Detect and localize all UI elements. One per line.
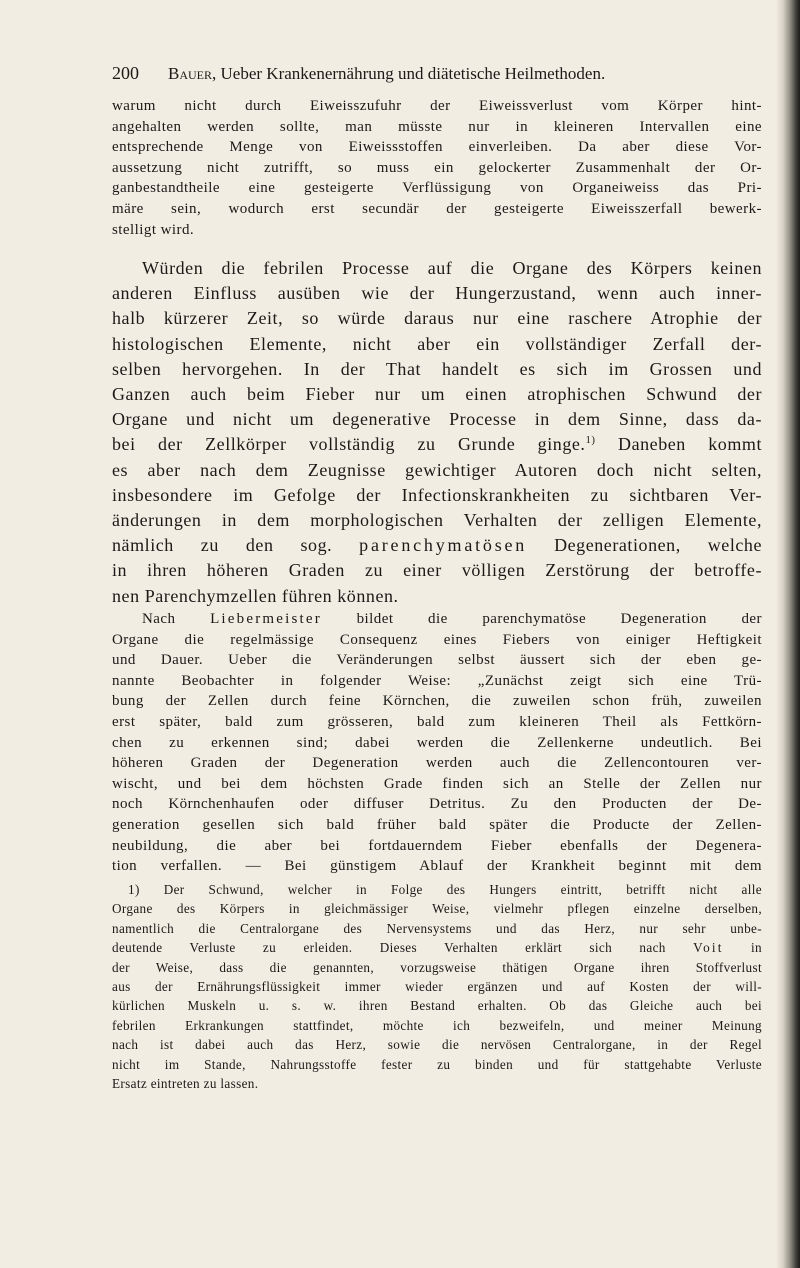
text-line: änderungen in dem morphologischen Verhalten der zelligen Elemente, bbox=[112, 510, 762, 531]
text-line: noch Körnchenhaufen oder diffuser Detritus. Zu den Producten der De- bbox=[112, 796, 762, 813]
text-line: selben hervorgehen. In der That handelt es sich im Grossen und bbox=[112, 358, 762, 379]
text-line: entsprechende Menge von Eiweissstoffen einverleiben. Da aber diese Vor- bbox=[112, 139, 762, 156]
text-line bbox=[112, 609, 762, 630]
running-head-author: Bauer bbox=[168, 64, 213, 83]
text-line: warum nicht durch Eiweisszufuhr der Eiweissverlust vom Körper hint- bbox=[112, 98, 762, 114]
text-line: tion verfallen. — Bei günstigem Ablauf der Krankheit beginnt mit dem bbox=[112, 858, 762, 875]
text-line: bung der Zellen durch feine Körnchen, die zuweilen schon früh, zuweilen bbox=[112, 693, 762, 710]
text-line: halb kürzerer Zeit, so würde daraus nur eine raschere Atrophie der bbox=[112, 308, 762, 329]
text-line: anderen Einfluss ausüben wie der Hungerzustand, wenn auch inner- bbox=[112, 283, 762, 304]
text-fragment: Daneben kommt bbox=[595, 434, 763, 455]
text-fragment: bildet die parenchymatöse Degeneration der bbox=[321, 611, 762, 627]
text-line: histologischen Elemente, nicht aber ein vollständiger Zerfall der- bbox=[112, 333, 762, 354]
author-name: Voit bbox=[693, 940, 724, 956]
text-fragment: nämlich zu den sog. bbox=[112, 535, 360, 556]
text-fragment: Nach bbox=[142, 611, 211, 627]
text-fragment: deutende Verluste zu erleiden. Dieses Verhalten erklärt sich nach bbox=[112, 940, 694, 956]
footnote-line: 1) Der Schwund, welcher in Folge des Hungers eintritt, betrifft nicht alle bbox=[128, 882, 762, 897]
text-line: in ihren höheren Graden zu einer völligen Zerstörung der betroffe- bbox=[112, 560, 762, 581]
footnote bbox=[112, 880, 762, 1093]
footnote-line: aus der Ernährungsflüssigkeit immer wieder ergänzen und auf Kosten der will- bbox=[112, 979, 762, 995]
text-line: aussetzung nicht zutrifft, so muss ein gelockerter Zusammenhalt der Or- bbox=[112, 159, 762, 176]
text-fragment: in bbox=[723, 940, 762, 956]
text-line: Ganzen auch beim Fieber nur um einen atrophischen Schwund der bbox=[112, 384, 762, 405]
text-line bbox=[112, 533, 762, 558]
footnote-line: febrilen Erkrankungen stattfindet, möchte ich bezweifeln, und meiner Meinung bbox=[112, 1017, 762, 1033]
text-line bbox=[112, 432, 762, 457]
footnote-line: Organe des Körpers in gleichmässiger Weise, vielmehr pflegen einzelne derselben, bbox=[112, 901, 762, 917]
text-line: es aber nach dem Zeugnisse gewichtiger Autoren doch nicht selten, bbox=[112, 459, 762, 480]
footnote-line: nicht im Stande, Nahrungsstoffe fester zu binden und für stattgehabte Verluste bbox=[112, 1056, 762, 1072]
text-fragment: bei der Zellkörper vollständig zu Grunde ginge. bbox=[112, 434, 586, 455]
text-line: neubildung, die aber bei fortdauerndem Fieber ebenfalls der Degenera- bbox=[112, 837, 762, 854]
page-number: 200 bbox=[112, 63, 139, 83]
text-line: generation gesellen sich bald früher bald später die Producte der Zellen- bbox=[112, 816, 762, 833]
text-line: erst später, bald zum grösseren, bald zum kleineren Theil als Fettkörn- bbox=[112, 713, 762, 730]
footnote-line bbox=[112, 938, 762, 957]
text-line: wischt, und bei dem höchsten Grade finden sich an Stelle der Zellen nur bbox=[112, 775, 762, 792]
text-line: höheren Graden der Degeneration werden auch die Zellencontouren ver- bbox=[112, 755, 762, 772]
text-line: Organe und nicht um degenerative Processe in dem Sinne, dass da- bbox=[112, 409, 762, 430]
footnote-line: der Weise, dass die genannten, vorzugsweise thätigen Organe ihren Stoffverlust bbox=[112, 959, 762, 975]
running-head bbox=[112, 60, 762, 86]
paragraph-liebermeister bbox=[112, 609, 762, 877]
binding-edge bbox=[776, 0, 800, 1268]
author-name: Liebermeister bbox=[210, 611, 322, 627]
footnote-line: Ersatz eintreten zu lassen. bbox=[112, 1076, 259, 1092]
paragraph-continued bbox=[112, 96, 762, 240]
text-line: und Dauer. Ueber die Veränderungen selbst äussert sich der eben ge- bbox=[112, 652, 762, 669]
emphasized-term: parenchymatösen bbox=[359, 535, 528, 556]
text-line: nen Parenchymzellen führen können. bbox=[112, 585, 399, 606]
text-line: nannte Beobachter in folgender Weise: „Zunächst zeigt sich eine Trü- bbox=[112, 672, 762, 689]
text-line: angehalten werden sollte, man müsste nur in kleineren Intervallen eine bbox=[112, 118, 762, 135]
footnote-marker: 1) bbox=[585, 434, 596, 447]
text-line: stelligt wird. bbox=[112, 221, 195, 238]
text-line: Organe die regelmässige Consequenz eines Fiebers von einiger Heftigkeit bbox=[112, 631, 762, 648]
text-fragment: Degenerationen, welche bbox=[527, 535, 763, 556]
footnote-line: nach ist dabei auch das Herz, sowie die nervösen Centralorgane, in der Regel bbox=[112, 1037, 762, 1053]
footnote-line: namentlich die Centralorgane des Nervensystems und das Herz, nur sehr unbe- bbox=[112, 920, 762, 936]
text-line: insbesondere im Gefolge der Infectionskrankheiten zu sichtbaren Ver- bbox=[112, 484, 762, 505]
footnote-line: kürlichen Muskeln u. s. w. ihren Bestand erhalten. Ob das Gleiche auch bei bbox=[112, 998, 762, 1014]
paragraph-febrile-processes bbox=[112, 256, 762, 609]
text-line: märe sein, wodurch erst secundär der gesteigerte Eiweisszerfall bewerk- bbox=[112, 200, 762, 217]
running-head-title: , Ueber Krankenernährung und diätetische Heilmethoden. bbox=[212, 64, 606, 83]
text-line: Würden die febrilen Processe auf die Organe des Körpers keinen bbox=[142, 258, 762, 278]
text-line: chen zu erkennen sind; dabei werden die Zellenkerne undeutlich. Bei bbox=[112, 734, 762, 751]
text-line: ganbestandtheile eine gesteigerte Verflüssigung von Organeiweiss das Pri- bbox=[112, 180, 762, 197]
